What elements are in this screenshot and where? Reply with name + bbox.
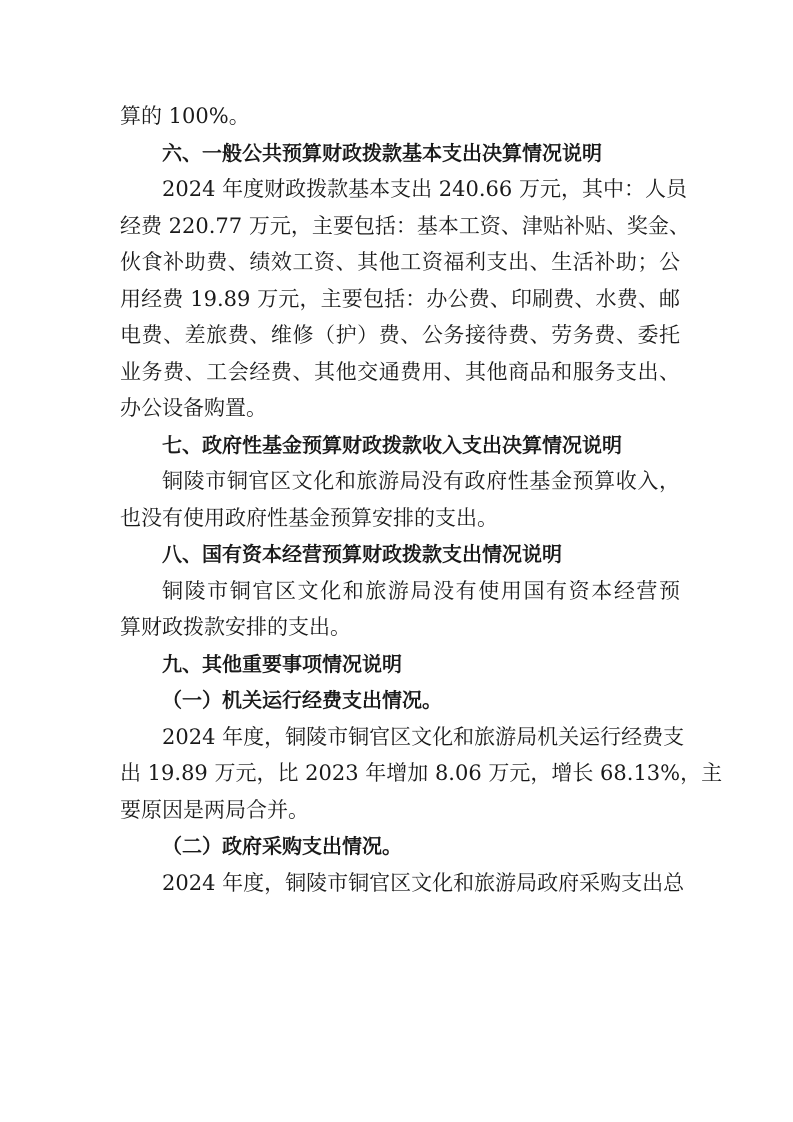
paragraph-basic-expenditure [120, 171, 690, 427]
paragraph-line: 伙食补助费、绩效工资、其他工资福利支出、生活补助；公 [120, 250, 680, 274]
paragraph-line: 2024 年度财政拨款基本支出 240.66 万元，其中：人员 [162, 177, 687, 201]
section-heading-7: 七、政府性基金预算财政拨款收入支出决算情况说明 [162, 432, 622, 457]
paragraph-line: 业务费、工会经费、其他交通费用、其他商品和服务支出、 [120, 359, 680, 384]
paragraph-line: 铜陵市铜官区文化和旅游局没有使用国有资本经营预 [162, 578, 680, 603]
section-heading-9: 九、其他重要事项情况说明 [162, 651, 402, 676]
paragraph-line: 经费 220.77 万元，主要包括：基本工资、津贴补贴、奖金、 [120, 213, 690, 238]
paragraph-procurement [120, 865, 685, 902]
section-heading-8: 八、国有资本经营预算财政拨款支出情况说明 [162, 542, 562, 566]
paragraph-state-capital [120, 573, 680, 646]
paragraph-line: 出 19.89 万元，比 2023 年增加 8.06 万元，增长 68.13%，主 [120, 761, 723, 785]
paragraph-line: 铜陵市铜官区文化和旅游局没有政府性基金预算收入， [162, 469, 680, 493]
paragraph-line: 算财政拨款安排的支出。 [120, 615, 351, 639]
paragraph-line: 办公设备购置。 [120, 396, 267, 420]
subsection-heading-9-2: （二）政府采购支出情况。 [162, 834, 402, 858]
paragraph-line: 2024 年度，铜陵市铜官区文化和旅游局机关运行经费支 [162, 724, 685, 749]
paragraph-fund-budget [120, 463, 680, 536]
paragraph-line: 也没有使用政府性基金预算安排的支出。 [120, 505, 498, 530]
paragraph-operating-expenses [120, 719, 723, 829]
subsection-heading-9-1: （一）机关运行经费支出情况。 [162, 688, 442, 712]
paragraph-line: 电费、差旅费、维修（护）费、公务接待费、劳务费、委托 [120, 323, 680, 347]
document-page [120, 98, 723, 901]
paragraph-line: 2024 年度，铜陵市铜官区文化和旅游局政府采购支出总 [162, 870, 685, 895]
paragraph-continuation: 算的 100%。 [120, 104, 250, 128]
section-heading-6: 六、一般公共预算财政拨款基本支出决算情况说明 [162, 140, 602, 165]
paragraph-line: 要原因是两局合并。 [120, 797, 309, 822]
paragraph-line: 用经费 19.89 万元，主要包括：办公费、印刷费、水费、邮 [120, 286, 680, 311]
